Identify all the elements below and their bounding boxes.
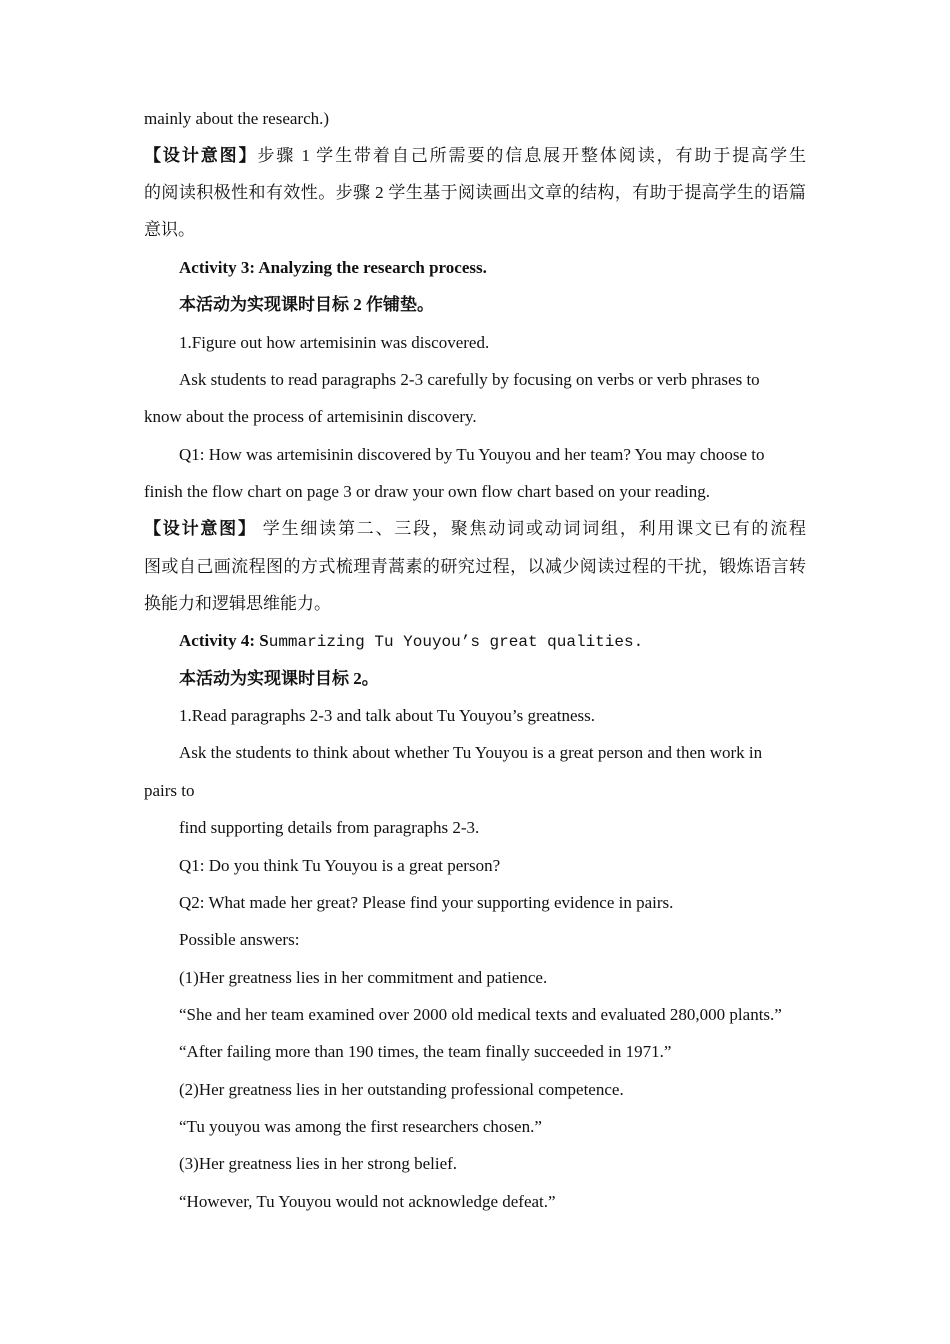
- quote-line: “However, Tu Youyou would not acknowledge defeat.”: [179, 1192, 556, 1211]
- text-line: pairs to: [144, 781, 195, 800]
- answer-line: (3)Her greatness lies in her strong belief.: [179, 1154, 458, 1173]
- answer-line: (2)Her greatness lies in her outstanding professional competence.: [179, 1080, 624, 1099]
- text-line: mainly about the research.): [144, 109, 330, 128]
- activity-3-goal: 本活动为实现课时目标 2 作铺垫。: [179, 295, 434, 314]
- text-line: 意识。: [144, 220, 195, 239]
- text-line: Ask students to read paragraphs 2-3 carefully by focusing on verbs or verb phrases to: [179, 370, 760, 389]
- quote-line: “After failing more than 190 times, the team finally succeeded in 1971.”: [179, 1042, 672, 1061]
- text-line: find supporting details from paragraphs 2-3.: [179, 818, 480, 837]
- quote-line: “She and her team examined over 2000 old medical texts and evaluated 280,000 plants.”: [179, 1005, 782, 1024]
- activity-4-goal: 本活动为实现课时目标 2。: [179, 669, 379, 688]
- text-line: 的阅读积极性和有效性。步骤 2 学生基于阅读画出文章的结构，有助于提高学生的语篇: [144, 183, 806, 202]
- text-line: 图或自己画流程图的方式梳理青蒿素的研究过程，以减少阅读过程的干扰，锻炼语言转: [144, 557, 806, 576]
- activity-4-heading: [179, 630, 643, 653]
- design-intent-paragraph-2: [144, 518, 806, 540]
- activity-4-heading-rest: ummarizing Tu Youyou’s great qualities.: [268, 633, 644, 651]
- text-line: finish the flow chart on page 3 or draw your own flow chart based on your reading.: [144, 482, 711, 501]
- activity-3-heading: Activity 3: Analyzing the research process.: [179, 258, 487, 277]
- design-intent-label: 【设计意图】: [144, 519, 257, 538]
- question-line: Q1: Do you think Tu Youyou is a great person?: [179, 856, 501, 875]
- question-line: Q1: How was artemisinin discovered by Tu Youyou and her team? You may choose to: [179, 445, 765, 464]
- text-line: Ask the students to think about whether Tu Youyou is a great person and then work in: [179, 743, 763, 762]
- text-line: 学生细读第二、三段，聚焦动词或动词词组，利用课文已有的流程: [256, 519, 807, 538]
- text-line: know about the process of artemisinin discovery.: [144, 407, 477, 426]
- text-line: 步骤 1 学生带着自己所需要的信息展开整体阅读，有助于提高学生: [257, 146, 807, 165]
- text-line: 1.Figure out how artemisinin was discovered.: [179, 333, 490, 352]
- design-intent-paragraph-1: [144, 145, 806, 167]
- design-intent-label: 【设计意图】: [144, 146, 258, 165]
- activity-4-heading-start: Activity 4: S: [179, 631, 269, 650]
- quote-line: “Tu youyou was among the first researchers chosen.”: [179, 1117, 542, 1136]
- text-line: 1.Read paragraphs 2-3 and talk about Tu Youyou’s greatness.: [179, 706, 595, 725]
- question-line: Q2: What made her great? Please find your supporting evidence in pairs.: [179, 893, 674, 912]
- text-line: 换能力和逻辑思维能力。: [144, 594, 331, 613]
- text-line: Possible answers:: [179, 930, 300, 949]
- answer-line: (1)Her greatness lies in her commitment and patience.: [179, 968, 548, 987]
